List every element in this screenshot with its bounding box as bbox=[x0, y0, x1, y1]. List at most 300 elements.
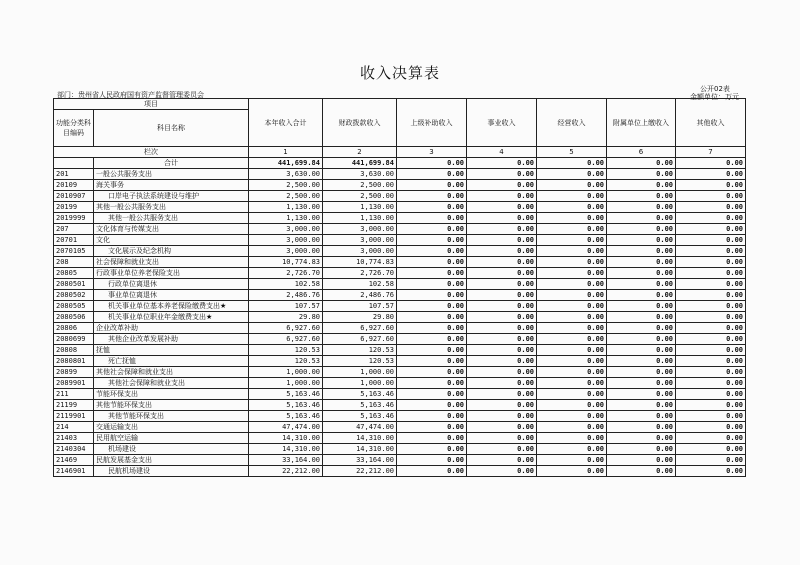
row-zero-cell: 0.00 bbox=[537, 400, 607, 411]
row-zero-cell: 0.00 bbox=[607, 279, 676, 290]
table-row bbox=[54, 444, 746, 455]
row-zero-cell: 0.00 bbox=[607, 257, 676, 268]
row-zero-cell: 0.00 bbox=[537, 345, 607, 356]
row-zero-cell: 0.00 bbox=[607, 202, 676, 213]
row-zero-cell: 0.00 bbox=[607, 356, 676, 367]
col-header-6: 附属单位上缴收入 bbox=[607, 99, 676, 147]
row-name: 交通运输支出 bbox=[94, 422, 249, 433]
row-total: 5,163.46 bbox=[249, 389, 323, 400]
row-zero-cell: 0.00 bbox=[397, 235, 467, 246]
project-header: 项目 bbox=[54, 99, 249, 110]
row-zero-cell: 0.00 bbox=[676, 367, 746, 378]
table-row bbox=[54, 400, 746, 411]
row-zero-cell: 0.00 bbox=[467, 158, 537, 169]
row-fiscal: 3,000.00 bbox=[323, 224, 397, 235]
row-fiscal: 3,630.00 bbox=[323, 169, 397, 180]
row-zero-cell: 0.00 bbox=[676, 279, 746, 290]
table-row bbox=[54, 389, 746, 400]
row-code bbox=[54, 158, 94, 169]
row-fiscal: 120.53 bbox=[323, 356, 397, 367]
row-total: 3,000.00 bbox=[249, 224, 323, 235]
row-total: 3,000.00 bbox=[249, 235, 323, 246]
row-zero-cell: 0.00 bbox=[607, 455, 676, 466]
row-zero-cell: 0.00 bbox=[467, 400, 537, 411]
row-zero-cell: 0.00 bbox=[397, 389, 467, 400]
row-code: 20808 bbox=[54, 345, 94, 356]
row-name: 其他社会保障和就业支出 bbox=[94, 367, 249, 378]
row-zero-cell: 0.00 bbox=[537, 235, 607, 246]
col-header-5: 经营收入 bbox=[537, 99, 607, 147]
row-fiscal: 1,000.00 bbox=[323, 367, 397, 378]
row-name: 一般公共服务支出 bbox=[94, 169, 249, 180]
page-title: 收入决算表 bbox=[359, 64, 440, 82]
row-total: 3,000.00 bbox=[249, 246, 323, 257]
row-total: 10,774.83 bbox=[249, 257, 323, 268]
row-fiscal: 6,927.60 bbox=[323, 323, 397, 334]
row-zero-cell: 0.00 bbox=[537, 246, 607, 257]
row-code: 2019999 bbox=[54, 213, 94, 224]
row-zero-cell: 0.00 bbox=[537, 367, 607, 378]
row-zero-cell: 0.00 bbox=[537, 290, 607, 301]
row-zero-cell: 0.00 bbox=[467, 411, 537, 422]
row-name: 民航发展基金支出 bbox=[94, 455, 249, 466]
row-total: 1,130.00 bbox=[249, 213, 323, 224]
table-row bbox=[54, 169, 746, 180]
row-zero-cell: 0.00 bbox=[607, 235, 676, 246]
row-name: 其他企业改革发展补助 bbox=[94, 334, 249, 345]
row-zero-cell: 0.00 bbox=[397, 323, 467, 334]
row-code: 2080506 bbox=[54, 312, 94, 323]
row-name: 其他社会保障和就业支出 bbox=[94, 378, 249, 389]
row-total: 5,163.46 bbox=[249, 400, 323, 411]
row-zero-cell: 0.00 bbox=[397, 158, 467, 169]
row-total: 1,000.00 bbox=[249, 367, 323, 378]
row-total: 2,500.00 bbox=[249, 191, 323, 202]
col-row-label: 栏次 bbox=[54, 147, 249, 158]
row-name: 抚恤 bbox=[94, 345, 249, 356]
row-zero-cell: 0.00 bbox=[607, 323, 676, 334]
table-row bbox=[54, 246, 746, 257]
row-zero-cell: 0.00 bbox=[676, 466, 746, 477]
table-row bbox=[54, 466, 746, 477]
row-total: 2,500.00 bbox=[249, 180, 323, 191]
row-zero-cell: 0.00 bbox=[467, 389, 537, 400]
row-code: 2146901 bbox=[54, 466, 94, 477]
row-zero-cell: 0.00 bbox=[607, 444, 676, 455]
row-zero-cell: 0.00 bbox=[676, 213, 746, 224]
row-zero-cell: 0.00 bbox=[467, 466, 537, 477]
row-zero-cell: 0.00 bbox=[537, 213, 607, 224]
row-code: 2119901 bbox=[54, 411, 94, 422]
row-fiscal: 5,163.46 bbox=[323, 389, 397, 400]
row-fiscal: 3,000.00 bbox=[323, 235, 397, 246]
col-header-1: 本年收入合计 bbox=[249, 99, 323, 147]
row-code: 21199 bbox=[54, 400, 94, 411]
row-zero-cell: 0.00 bbox=[397, 246, 467, 257]
row-name: 文化 bbox=[94, 235, 249, 246]
row-zero-cell: 0.00 bbox=[676, 312, 746, 323]
table-row bbox=[54, 301, 746, 312]
row-fiscal: 5,163.46 bbox=[323, 400, 397, 411]
row-zero-cell: 0.00 bbox=[676, 389, 746, 400]
row-total: 441,699.84 bbox=[249, 158, 323, 169]
row-name: 其他节能环保支出 bbox=[94, 400, 249, 411]
row-zero-cell: 0.00 bbox=[607, 411, 676, 422]
row-zero-cell: 0.00 bbox=[676, 334, 746, 345]
col-header-7: 其他收入 bbox=[676, 99, 746, 147]
row-name: 企业改革补助 bbox=[94, 323, 249, 334]
row-fiscal: 22,212.00 bbox=[323, 466, 397, 477]
row-zero-cell: 0.00 bbox=[607, 422, 676, 433]
row-zero-cell: 0.00 bbox=[397, 455, 467, 466]
row-code: 2140304 bbox=[54, 444, 94, 455]
table-row bbox=[54, 224, 746, 235]
row-zero-cell: 0.00 bbox=[676, 257, 746, 268]
col-number-1: 1 bbox=[249, 147, 323, 158]
row-zero-cell: 0.00 bbox=[397, 180, 467, 191]
row-code: 20805 bbox=[54, 268, 94, 279]
income-table bbox=[53, 98, 746, 477]
row-name: 机场建设 bbox=[94, 444, 249, 455]
table-row bbox=[54, 202, 746, 213]
row-fiscal: 2,500.00 bbox=[323, 191, 397, 202]
row-total: 120.53 bbox=[249, 345, 323, 356]
table-row bbox=[54, 356, 746, 367]
row-zero-cell: 0.00 bbox=[537, 268, 607, 279]
row-fiscal: 2,726.70 bbox=[323, 268, 397, 279]
row-zero-cell: 0.00 bbox=[397, 312, 467, 323]
row-code: 20199 bbox=[54, 202, 94, 213]
table-row bbox=[54, 411, 746, 422]
table-body bbox=[54, 158, 746, 477]
table-row bbox=[54, 323, 746, 334]
row-name: 民航机场建设 bbox=[94, 466, 249, 477]
func-code-header: 功能分类科目编码 bbox=[54, 110, 94, 147]
col-number-5: 5 bbox=[537, 147, 607, 158]
row-name: 死亡抚恤 bbox=[94, 356, 249, 367]
col-header-3: 上级补助收入 bbox=[397, 99, 467, 147]
row-code: 201 bbox=[54, 169, 94, 180]
row-zero-cell: 0.00 bbox=[607, 246, 676, 257]
row-code: 20701 bbox=[54, 235, 94, 246]
row-name: 节能环保支出 bbox=[94, 389, 249, 400]
row-code: 20806 bbox=[54, 323, 94, 334]
row-fiscal: 120.53 bbox=[323, 345, 397, 356]
row-name: 其他一般公共服务支出 bbox=[94, 202, 249, 213]
row-name: 社会保障和就业支出 bbox=[94, 257, 249, 268]
department-label: 部门：贵州省人民政府国有资产监督管理委员会 bbox=[57, 91, 204, 99]
row-zero-cell: 0.00 bbox=[676, 455, 746, 466]
row-zero-cell: 0.00 bbox=[467, 268, 537, 279]
row-total: 22,212.00 bbox=[249, 466, 323, 477]
row-fiscal: 10,774.83 bbox=[323, 257, 397, 268]
row-zero-cell: 0.00 bbox=[537, 169, 607, 180]
row-fiscal: 14,310.00 bbox=[323, 433, 397, 444]
row-zero-cell: 0.00 bbox=[397, 367, 467, 378]
row-zero-cell: 0.00 bbox=[397, 334, 467, 345]
row-code: 2089901 bbox=[54, 378, 94, 389]
row-zero-cell: 0.00 bbox=[397, 356, 467, 367]
table-row bbox=[54, 268, 746, 279]
table-row bbox=[54, 180, 746, 191]
row-name: 海关事务 bbox=[94, 180, 249, 191]
row-zero-cell: 0.00 bbox=[397, 422, 467, 433]
row-zero-cell: 0.00 bbox=[607, 389, 676, 400]
col-header-2: 财政拨款收入 bbox=[323, 99, 397, 147]
col-number-6: 6 bbox=[607, 147, 676, 158]
row-zero-cell: 0.00 bbox=[537, 466, 607, 477]
row-total: 33,164.00 bbox=[249, 455, 323, 466]
table-row bbox=[54, 378, 746, 389]
row-zero-cell: 0.00 bbox=[607, 378, 676, 389]
row-zero-cell: 0.00 bbox=[676, 180, 746, 191]
table-row bbox=[54, 367, 746, 378]
row-zero-cell: 0.00 bbox=[607, 301, 676, 312]
row-zero-cell: 0.00 bbox=[676, 378, 746, 389]
row-zero-cell: 0.00 bbox=[676, 323, 746, 334]
row-fiscal: 2,486.76 bbox=[323, 290, 397, 301]
row-zero-cell: 0.00 bbox=[607, 169, 676, 180]
row-zero-cell: 0.00 bbox=[607, 367, 676, 378]
row-name: 合计 bbox=[94, 158, 249, 169]
row-name: 机关事业单位职业年金缴费支出★ bbox=[94, 312, 249, 323]
row-code: 2080699 bbox=[54, 334, 94, 345]
row-zero-cell: 0.00 bbox=[537, 301, 607, 312]
row-name: 其他节能环保支出 bbox=[94, 411, 249, 422]
row-zero-cell: 0.00 bbox=[676, 268, 746, 279]
row-name: 行政事业单位养老保险支出 bbox=[94, 268, 249, 279]
row-total: 3,630.00 bbox=[249, 169, 323, 180]
row-zero-cell: 0.00 bbox=[676, 433, 746, 444]
row-name: 文化体育与传媒支出 bbox=[94, 224, 249, 235]
row-zero-cell: 0.00 bbox=[607, 180, 676, 191]
row-code: 207 bbox=[54, 224, 94, 235]
row-total: 2,486.76 bbox=[249, 290, 323, 301]
row-zero-cell: 0.00 bbox=[397, 466, 467, 477]
row-zero-cell: 0.00 bbox=[467, 378, 537, 389]
row-fiscal: 1,130.00 bbox=[323, 213, 397, 224]
row-zero-cell: 0.00 bbox=[397, 444, 467, 455]
row-zero-cell: 0.00 bbox=[397, 345, 467, 356]
row-zero-cell: 0.00 bbox=[607, 345, 676, 356]
col-number-4: 4 bbox=[467, 147, 537, 158]
row-zero-cell: 0.00 bbox=[607, 213, 676, 224]
row-total: 1,000.00 bbox=[249, 378, 323, 389]
row-fiscal: 47,474.00 bbox=[323, 422, 397, 433]
row-zero-cell: 0.00 bbox=[676, 235, 746, 246]
row-code: 214 bbox=[54, 422, 94, 433]
row-zero-cell: 0.00 bbox=[467, 323, 537, 334]
row-code: 20109 bbox=[54, 180, 94, 191]
row-zero-cell: 0.00 bbox=[607, 312, 676, 323]
row-zero-cell: 0.00 bbox=[676, 301, 746, 312]
row-fiscal: 107.57 bbox=[323, 301, 397, 312]
row-zero-cell: 0.00 bbox=[537, 455, 607, 466]
row-zero-cell: 0.00 bbox=[397, 224, 467, 235]
row-fiscal: 1,000.00 bbox=[323, 378, 397, 389]
row-total: 107.57 bbox=[249, 301, 323, 312]
row-zero-cell: 0.00 bbox=[676, 202, 746, 213]
row-zero-cell: 0.00 bbox=[467, 257, 537, 268]
row-zero-cell: 0.00 bbox=[467, 334, 537, 345]
row-zero-cell: 0.00 bbox=[537, 180, 607, 191]
row-name: 文化展示及纪念机构 bbox=[94, 246, 249, 257]
row-zero-cell: 0.00 bbox=[537, 411, 607, 422]
row-code: 208 bbox=[54, 257, 94, 268]
row-zero-cell: 0.00 bbox=[397, 202, 467, 213]
row-zero-cell: 0.00 bbox=[676, 422, 746, 433]
row-zero-cell: 0.00 bbox=[676, 356, 746, 367]
row-zero-cell: 0.00 bbox=[467, 213, 537, 224]
row-zero-cell: 0.00 bbox=[537, 158, 607, 169]
row-zero-cell: 0.00 bbox=[537, 422, 607, 433]
col-number-3: 3 bbox=[397, 147, 467, 158]
row-zero-cell: 0.00 bbox=[467, 279, 537, 290]
row-total: 2,726.70 bbox=[249, 268, 323, 279]
row-zero-cell: 0.00 bbox=[467, 224, 537, 235]
row-zero-cell: 0.00 bbox=[537, 191, 607, 202]
row-zero-cell: 0.00 bbox=[537, 323, 607, 334]
row-total: 102.58 bbox=[249, 279, 323, 290]
row-zero-cell: 0.00 bbox=[397, 433, 467, 444]
col-number-2: 2 bbox=[323, 147, 397, 158]
row-zero-cell: 0.00 bbox=[607, 466, 676, 477]
row-total: 14,310.00 bbox=[249, 444, 323, 455]
row-zero-cell: 0.00 bbox=[467, 345, 537, 356]
row-zero-cell: 0.00 bbox=[676, 224, 746, 235]
row-zero-cell: 0.00 bbox=[537, 202, 607, 213]
row-zero-cell: 0.00 bbox=[467, 301, 537, 312]
row-zero-cell: 0.00 bbox=[676, 290, 746, 301]
row-zero-cell: 0.00 bbox=[537, 334, 607, 345]
row-zero-cell: 0.00 bbox=[397, 378, 467, 389]
row-fiscal: 1,130.00 bbox=[323, 202, 397, 213]
row-fiscal: 3,000.00 bbox=[323, 246, 397, 257]
subject-name-header: 科目名称 bbox=[94, 110, 249, 147]
row-zero-cell: 0.00 bbox=[607, 433, 676, 444]
row-total: 47,474.00 bbox=[249, 422, 323, 433]
table-row bbox=[54, 422, 746, 433]
row-zero-cell: 0.00 bbox=[397, 169, 467, 180]
row-fiscal: 102.58 bbox=[323, 279, 397, 290]
row-zero-cell: 0.00 bbox=[467, 356, 537, 367]
row-zero-cell: 0.00 bbox=[397, 411, 467, 422]
row-code: 20899 bbox=[54, 367, 94, 378]
row-code: 211 bbox=[54, 389, 94, 400]
row-zero-cell: 0.00 bbox=[537, 378, 607, 389]
row-zero-cell: 0.00 bbox=[467, 246, 537, 257]
row-zero-cell: 0.00 bbox=[607, 400, 676, 411]
row-name: 民用航空运输 bbox=[94, 433, 249, 444]
table-row bbox=[54, 312, 746, 323]
row-total: 29.80 bbox=[249, 312, 323, 323]
row-code: 2080502 bbox=[54, 290, 94, 301]
row-zero-cell: 0.00 bbox=[467, 169, 537, 180]
row-code: 21403 bbox=[54, 433, 94, 444]
row-zero-cell: 0.00 bbox=[537, 257, 607, 268]
row-zero-cell: 0.00 bbox=[676, 158, 746, 169]
row-zero-cell: 0.00 bbox=[676, 411, 746, 422]
row-zero-cell: 0.00 bbox=[537, 312, 607, 323]
row-zero-cell: 0.00 bbox=[397, 400, 467, 411]
row-zero-cell: 0.00 bbox=[467, 235, 537, 246]
row-code: 2010907 bbox=[54, 191, 94, 202]
row-zero-cell: 0.00 bbox=[607, 224, 676, 235]
row-zero-cell: 0.00 bbox=[467, 312, 537, 323]
row-fiscal: 6,927.60 bbox=[323, 334, 397, 345]
table-row bbox=[54, 345, 746, 356]
row-zero-cell: 0.00 bbox=[676, 169, 746, 180]
row-zero-cell: 0.00 bbox=[537, 389, 607, 400]
row-name: 行政单位离退休 bbox=[94, 279, 249, 290]
row-zero-cell: 0.00 bbox=[607, 290, 676, 301]
row-zero-cell: 0.00 bbox=[676, 191, 746, 202]
table-row bbox=[54, 279, 746, 290]
row-zero-cell: 0.00 bbox=[537, 279, 607, 290]
row-code: 2080801 bbox=[54, 356, 94, 367]
row-zero-cell: 0.00 bbox=[397, 290, 467, 301]
row-total: 5,163.46 bbox=[249, 411, 323, 422]
row-zero-cell: 0.00 bbox=[537, 444, 607, 455]
row-zero-cell: 0.00 bbox=[467, 290, 537, 301]
row-zero-cell: 0.00 bbox=[537, 356, 607, 367]
form-number: 公开02表 bbox=[700, 85, 730, 93]
row-zero-cell: 0.00 bbox=[467, 367, 537, 378]
row-zero-cell: 0.00 bbox=[676, 345, 746, 356]
row-name: 其他一般公共服务支出 bbox=[94, 213, 249, 224]
row-total: 6,927.60 bbox=[249, 323, 323, 334]
row-zero-cell: 0.00 bbox=[676, 400, 746, 411]
table-row bbox=[54, 158, 746, 169]
row-zero-cell: 0.00 bbox=[467, 202, 537, 213]
row-fiscal: 29.80 bbox=[323, 312, 397, 323]
row-zero-cell: 0.00 bbox=[537, 433, 607, 444]
row-zero-cell: 0.00 bbox=[467, 455, 537, 466]
row-zero-cell: 0.00 bbox=[467, 191, 537, 202]
row-name: 事业单位离退休 bbox=[94, 290, 249, 301]
row-fiscal: 33,164.00 bbox=[323, 455, 397, 466]
row-zero-cell: 0.00 bbox=[607, 191, 676, 202]
row-total: 1,130.00 bbox=[249, 202, 323, 213]
row-zero-cell: 0.00 bbox=[467, 444, 537, 455]
row-total: 14,310.00 bbox=[249, 433, 323, 444]
row-code: 21469 bbox=[54, 455, 94, 466]
row-total: 120.53 bbox=[249, 356, 323, 367]
row-zero-cell: 0.00 bbox=[397, 213, 467, 224]
table-row bbox=[54, 334, 746, 345]
row-fiscal: 441,699.84 bbox=[323, 158, 397, 169]
row-fiscal: 2,500.00 bbox=[323, 180, 397, 191]
col-number-7: 7 bbox=[676, 147, 746, 158]
row-total: 6,927.60 bbox=[249, 334, 323, 345]
row-zero-cell: 0.00 bbox=[467, 433, 537, 444]
table-row bbox=[54, 433, 746, 444]
row-zero-cell: 0.00 bbox=[607, 334, 676, 345]
table-row bbox=[54, 235, 746, 246]
row-zero-cell: 0.00 bbox=[397, 257, 467, 268]
row-zero-cell: 0.00 bbox=[607, 158, 676, 169]
row-zero-cell: 0.00 bbox=[537, 224, 607, 235]
row-zero-cell: 0.00 bbox=[467, 180, 537, 191]
row-code: 2080501 bbox=[54, 279, 94, 290]
row-name: 口岸电子执法系统建设与维护 bbox=[94, 191, 249, 202]
table-row bbox=[54, 257, 746, 268]
row-fiscal: 5,163.46 bbox=[323, 411, 397, 422]
col-header-4: 事业收入 bbox=[467, 99, 537, 147]
row-zero-cell: 0.00 bbox=[397, 191, 467, 202]
row-name: 机关事业单位基本养老保险缴费支出★ bbox=[94, 301, 249, 312]
row-zero-cell: 0.00 bbox=[676, 444, 746, 455]
